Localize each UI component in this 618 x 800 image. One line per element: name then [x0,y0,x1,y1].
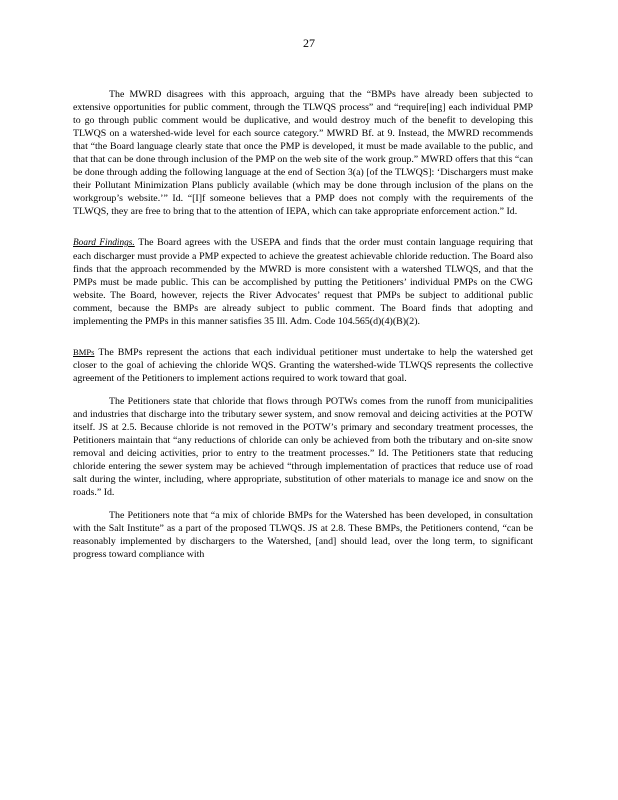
paragraph-petitioners-note: The Petitioners note that “a mix of chloride BMPs for the Watershed has been developed, in consultation with the Salt Institute” as a part of the proposed TLWQS. JS at 2.8. These BMPs, the Petitioners contend, “can be reasonably implemented by dischargers to the Watershed, [and] should lead, over the long term, to significant progress toward compliance with [73,510,533,560]
paragraph-bmps-text: The BMPs represent the actions that each individual petitioner must undertake to help the watershed get closer to the goal of achieving the chloride WQS. Granting the watershed-wide TLWQS represents the collective agreement of the Petitioners to implement actions required to work toward that goal. [73,347,533,384]
page-number: 27 [303,36,315,50]
paragraph-board-findings [73,236,533,328]
heading-bmps: BMPs [73,347,95,357]
heading-board-findings: Board Findings. [73,238,135,248]
paragraph-board-findings-text: The Board agrees with the USEPA and finds that the order must contain language requiring that each discharger must provide a PMP expected to achieve the greatest achievable chloride reduction. The Board also finds that the approach recommended by the MWRD is more consistent with a watershed TLWQS, and that the PMPs must be made public. This can be accomplished by putting the Petitioners’ individual PMPs on the CWG website. The Board, however, rejects the River Advocates’ request that PMPs be subject to additional public comment, because the BMPs are already subject to public comment. The Board finds that adopting and implementing the PMPs in this manner satisfies 35 Ill. Adm. Code 104.565(d)(4)(B)(2). [73,237,533,327]
paragraph-bmps [73,346,533,385]
document-body [73,88,533,571]
paragraph-petitioners-state: The Petitioners state that chloride that flows through POTWs comes from the runoff from municipalities and industries that discharge into the tributary sewer system, and snow removal and deicing activities at the POTW itself. JS at 2.5. Because chloride is not removed in the POTW’s primary and secondary treatment processes, the Petitioners maintain that “any reductions of chloride can only be achieved from both the tributary and on-site snow removal and deicing activities, prior to entry to the treatment processes.” Id. The Petitioners state that reducing chloride entering the sewer system may be achieved “through implementation of practices that reduce use of road salt during the winter, including, where appropriate, substitution of other materials to manage ice and snow on the roads.” Id. [73,396,533,498]
paragraph-mwrd: The MWRD disagrees with this approach, arguing that the “BMPs have already been subjected to extensive opportunities for public comment, through the TLWQS process” and “require[ing] each individual PMP to go through public comment would be duplicative, and would destroy much of the benefit to developing this TLWQS on a watershed-wide level for each source category.” MWRD Bf. at 9. Instead, the MWRD recommends that “the Board language clearly state that once the PMP is developed, it must be made available to the public, and that that can be done through inclusion of the PMP on the web site of the work group.” MWRD offers that this “can be done through adding the following language at the end of Section 3(a) [of the TLWQS]: ‘Dischargers must make their Pollutant Minimization Plans publicly available (which may be done through inclusion of the plans on the workgroup’s website.’” Id. “[I]f someone believes that a PMP does not comply with the requirements of the TLWQS, they are free to bring that to the attention of IEPA, which can take appropriate enforcement action.” Id. [73,89,533,217]
